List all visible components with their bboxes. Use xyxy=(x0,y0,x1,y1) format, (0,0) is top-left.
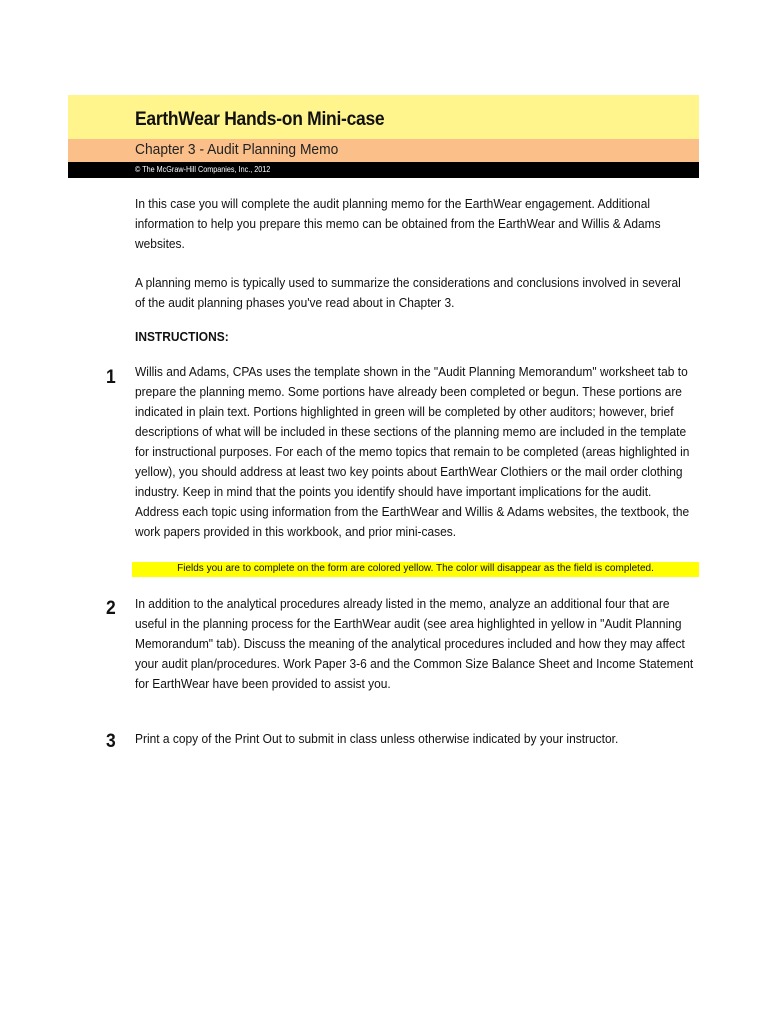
page-subtitle: Chapter 3 - Audit Planning Memo xyxy=(135,141,339,158)
copyright-notice: © The McGraw-Hill Companies, Inc., 2012 xyxy=(135,164,271,174)
step-number: 3 xyxy=(106,731,116,752)
step-text: In addition to the analytical procedures already listed in the memo, analyze an additional four that are useful in the planning process for the EarthWear audit (see area highlighted in yellow in "Audit Planning Memorandum" tab). Discuss the meaning of the analytical procedures included and how they may affect your audit plan/procedures. Work Paper 3-6 and the Common Size Balance Sheet and Income Statement for EarthWear have been provided to assist you. xyxy=(135,596,694,691)
page-title: EarthWear Hands-on Mini-case xyxy=(135,109,385,130)
yellow-fields-note-text: Fields you are to complete on the form are colored yellow. The color will disappear as the field is completed. xyxy=(177,563,654,574)
title-band xyxy=(68,95,699,139)
step-number: 1 xyxy=(106,367,116,388)
subtitle-band xyxy=(68,139,699,162)
instructions-heading: INSTRUCTIONS: xyxy=(135,329,229,344)
step-number: 2 xyxy=(106,598,116,619)
step-text: Print a copy of the Print Out to submit in class unless otherwise indicated by your instructor. xyxy=(135,731,619,746)
yellow-fields-note xyxy=(132,562,699,577)
copyright-band xyxy=(68,162,699,178)
intro-paragraph: In this case you will complete the audit planning memo for the EarthWear engagement. Additional information to help you prepare this memo can be obtained from the EarthWear and Willis & Adams websites. xyxy=(135,196,661,251)
step-text: Willis and Adams, CPAs uses the template shown in the "Audit Planning Memorandum" worksheet tab to prepare the planning memo. Some portions have already been completed or begun. These portions are indicated in plain text. Portions highlighted in green will be completed by other auditors; however, brief descriptions of what will be included in these sections of the planning memo are included in the template for instructional purposes. For each of the memo topics that remain to be completed (areas highlighted in yellow), you should address at least two key points about EarthWear Clothiers or the mail order clothing industry. Keep in mind that the points you identify should have important implications for the audit. Address each topic using information from the EarthWear and Willis & Adams websites, the textbook, the work papers provided in this workbook, and prior mini-cases. xyxy=(135,364,690,539)
planning-paragraph: A planning memo is typically used to summarize the considerations and conclusions involved in several of the audit planning phases you've read about in Chapter 3. xyxy=(135,275,681,310)
